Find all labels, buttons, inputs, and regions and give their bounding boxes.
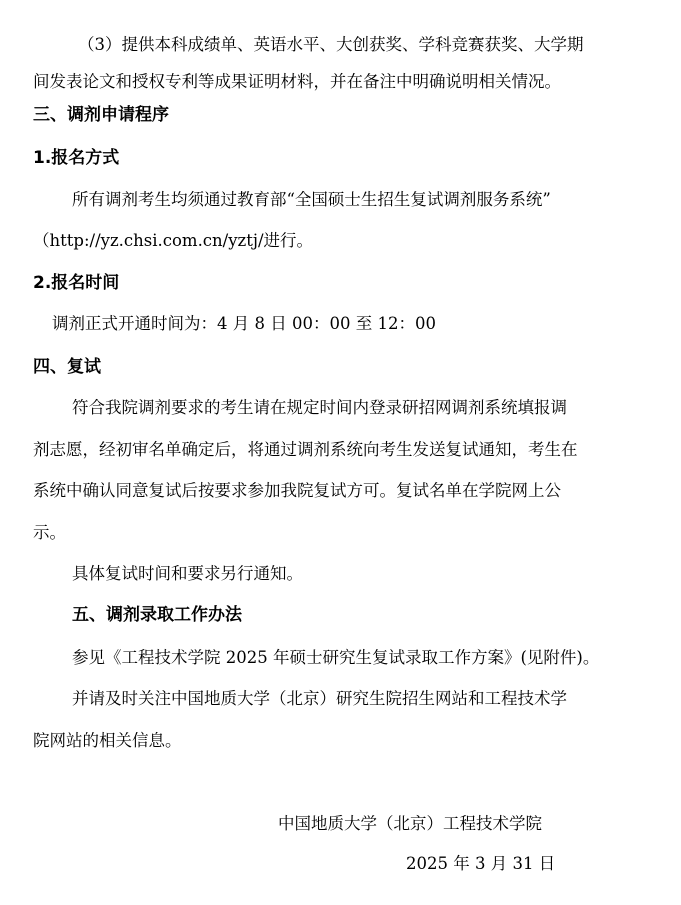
signature-organization: 中国地质大学（北京）工程技术学院 [278,814,542,833]
admission-para2-line1: 并请及时关注中国地质大学（北京）研究生院招生网站和工程技术学 [72,689,567,708]
retest-para2: 具体复试时间和要求另行通知。 [72,564,303,583]
retest-para1-line2: 剂志愿，经初审名单确定后，将通过调剂系统向考生发送复试通知，考生在 [33,440,578,459]
registration-time-text: 调剂正式开通时间为：4 月 8 日 00：00 至 12：00 [52,314,436,333]
retest-para1-line1: 符合我院调剂要求的考生请在规定时间内登录研招网调剂系统填报调 [72,398,567,417]
signature-date: 2025 年 3 月 31 日 [406,854,556,873]
registration-method-line1: 所有调剂考生均须通过教育部“全国硕士生招生复试调剂服务系统” [72,190,551,209]
registration-method-line2: （http://yz.chsi.com.cn/yztj/进行。 [33,231,314,250]
admission-para2-line2: 院网站的相关信息。 [33,731,182,750]
section4-heading: 四、复试 [33,357,101,377]
section3-item3-line1: （3）提供本科成绩单、英语水平、大创获奖、学科竞赛获奖、大学期 [78,35,584,54]
admission-para1: 参见《工程技术学院 2025 年硕士研究生复试录取工作方案》(见附件)。 [72,648,600,667]
section3-heading: 三、调剂申请程序 [33,105,169,125]
sub-heading-registration-time: 2.报名时间 [33,273,120,293]
section3-item3-line2: 间发表论文和授权专利等成果证明材料，并在备注中明确说明相关情况。 [33,72,561,91]
retest-para1-line4: 示。 [33,523,66,542]
section5-heading: 五、调剂录取工作办法 [72,605,242,625]
sub-heading-registration-method: 1.报名方式 [33,148,120,168]
retest-para1-line3: 系统中确认同意复试后按要求参加我院复试方可。复试名单在学院网上公 [33,481,561,500]
